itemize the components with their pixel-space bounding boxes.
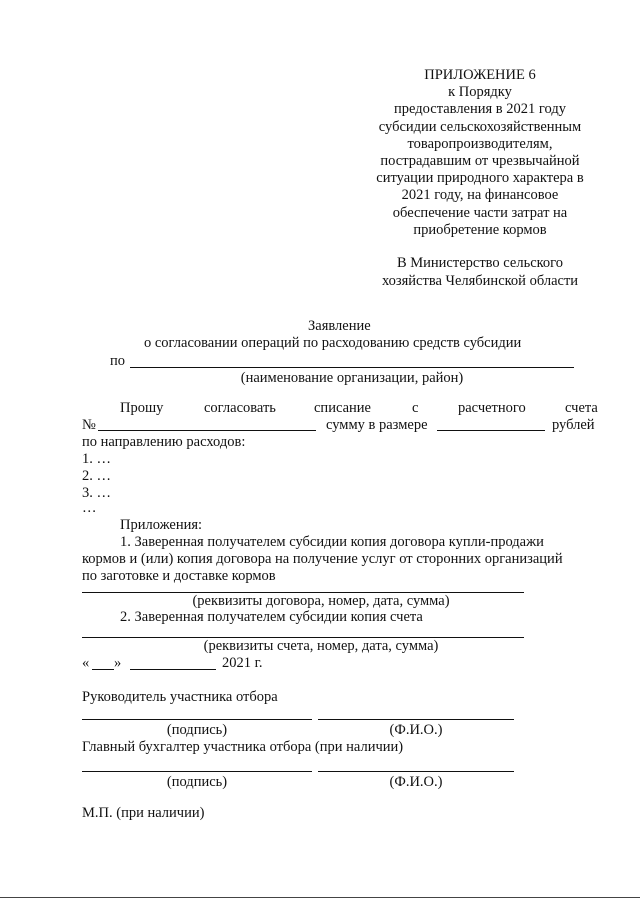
direction-label: по направлению расходов: xyxy=(82,434,246,450)
accountant-signature-line[interactable] xyxy=(82,771,312,772)
appendix-line: пострадавшим от чрезвычайной xyxy=(380,153,580,170)
request-word: с xyxy=(412,400,419,416)
appendix-line: приобретение кормов xyxy=(413,221,547,238)
date-day-field-line[interactable] xyxy=(92,669,114,670)
request-word: согласовать xyxy=(204,400,276,416)
attachment-1-line: кормов и (или) копия договора на получение услуг от сторонних организаций xyxy=(82,551,563,567)
date-open-quote: « xyxy=(82,655,90,671)
head-signature-line[interactable] xyxy=(82,719,312,720)
date-close-quote: » xyxy=(114,655,122,671)
po-label: по xyxy=(110,353,126,369)
appendix-line: товаропроизводителям, xyxy=(407,135,553,152)
attachments-heading: Приложения: xyxy=(120,517,203,533)
accountant-label: Главный бухгалтер участника отбора (при наличии) xyxy=(82,739,404,755)
accountant-name-caption: (Ф.И.О.) xyxy=(389,774,443,790)
head-name-line[interactable] xyxy=(318,719,514,720)
rubles-label: рублей xyxy=(552,417,595,433)
appendix-line: ПРИЛОЖЕНИЕ 6 xyxy=(424,67,536,83)
appendix-line: предоставления в 2021 году xyxy=(394,101,566,118)
head-name-caption: (Ф.И.О.) xyxy=(389,722,443,738)
appendix-line: к Порядку xyxy=(448,84,512,101)
appendix-line: субсидии сельскохозяйственным xyxy=(378,118,582,135)
amount-field-line[interactable] xyxy=(437,430,545,431)
request-word: счета xyxy=(565,400,598,416)
attachment-1-line: по заготовке и доставке кормов xyxy=(82,568,276,584)
request-word: расчетного xyxy=(458,400,526,416)
attachment-1-line: 1. Заверенная получателем субсидии копия договора купли-продажи xyxy=(120,534,544,550)
addressee-block xyxy=(340,255,620,290)
account-number-sign: № xyxy=(82,417,96,433)
organization-field-line[interactable] xyxy=(130,367,574,368)
date-year: 2021 г. xyxy=(222,655,263,671)
appendix-header xyxy=(340,67,620,239)
expense-item: … xyxy=(82,500,97,516)
amount-label: сумму в размере xyxy=(326,417,428,433)
invoice-details-caption: (реквизиты счета, номер, дата, сумма) xyxy=(203,638,439,654)
appendix-line: 2021 году, на финансовое xyxy=(401,187,559,204)
head-label: Руководитель участника отбора xyxy=(82,689,278,705)
head-signature-caption: (подпись) xyxy=(166,722,228,738)
accountant-signature-caption: (подпись) xyxy=(166,774,228,790)
date-month-field-line[interactable] xyxy=(130,669,216,670)
organization-caption: (наименование организации, район) xyxy=(240,370,464,386)
request-word: списание xyxy=(314,400,371,416)
addressee-line: В Министерство сельского xyxy=(396,255,564,271)
request-word: Прошу xyxy=(120,400,164,416)
appendix-line: ситуации природного характера в xyxy=(376,170,584,187)
expense-item: 3. … xyxy=(82,485,111,501)
expense-item: 2. … xyxy=(82,468,111,484)
appendix-line: обеспечение части затрат на xyxy=(392,204,568,221)
document-title: Заявление xyxy=(308,318,371,334)
stamp-label: М.П. (при наличии) xyxy=(82,805,205,821)
page-bottom-edge xyxy=(0,897,640,898)
document-subtitle: о согласовании операций по расходованию средств субсидии xyxy=(144,335,522,351)
expense-item: 1. … xyxy=(82,451,111,467)
attachment-2-line: 2. Заверенная получателем субсидии копия счета xyxy=(120,609,423,625)
addressee-line: хозяйства Челябинской области xyxy=(381,272,579,289)
accountant-name-line[interactable] xyxy=(318,771,514,772)
contract-details-caption: (реквизиты договора, номер, дата, сумма) xyxy=(192,593,450,609)
account-number-field-line[interactable] xyxy=(98,430,316,431)
